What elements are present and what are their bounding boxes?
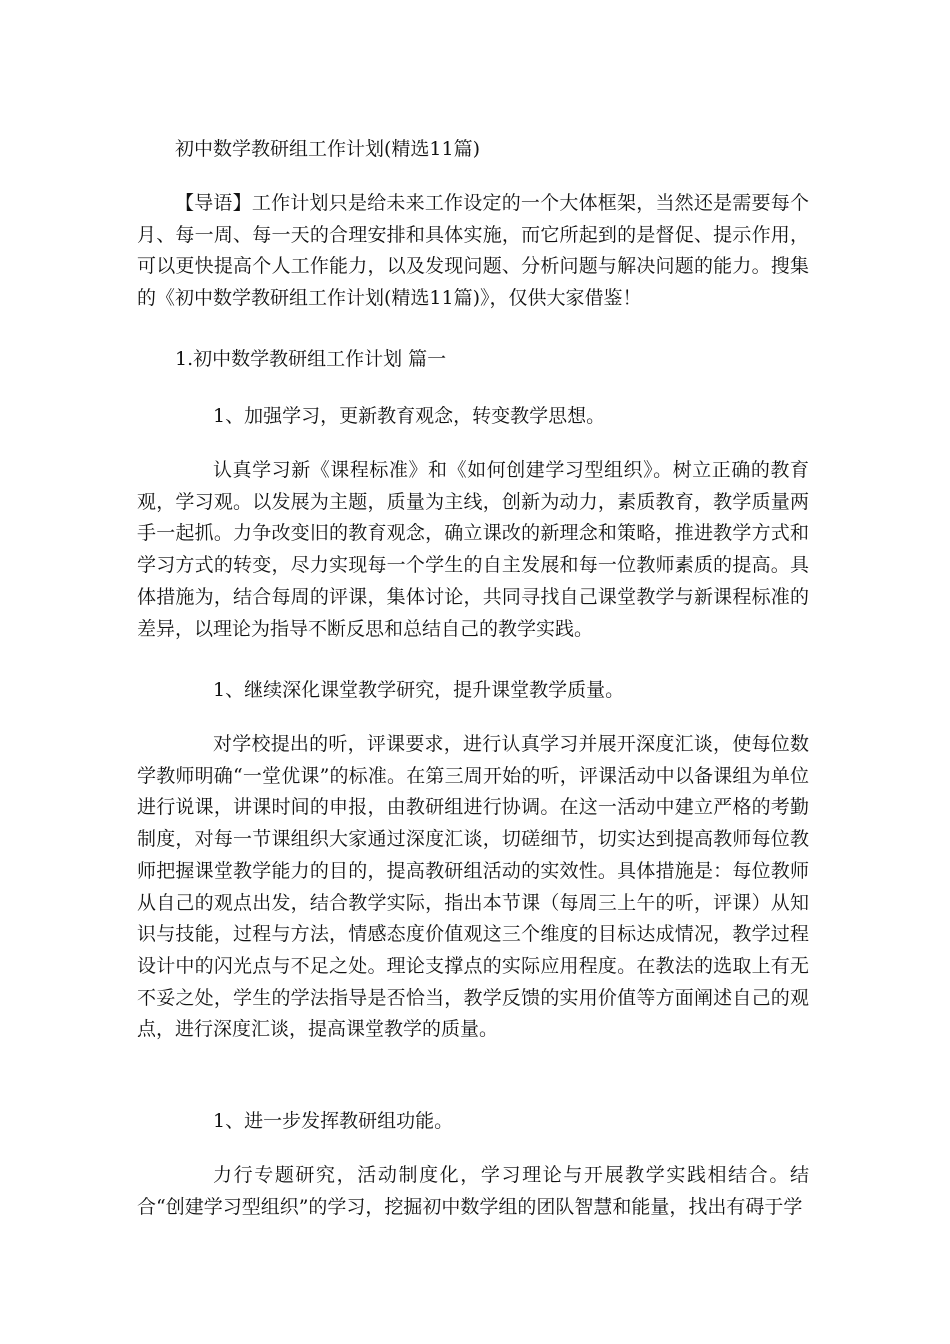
document-title: 初中数学教研组工作计划(精选11篇) — [175, 138, 481, 160]
item3-heading: 1、进一步发挥教研组功能。 — [213, 1110, 454, 1132]
item3-body: 力行专题研究，活动制度化，学习理论与开展教学实践相结合。结合“创建学习型组织”的学习，挖掘初中数学组的团队智慧和能量，找出有碍于学 — [137, 1164, 809, 1218]
item1-heading: 1、加强学习，更新教育观念，转变教学思想。 — [213, 405, 606, 427]
item1-body: 认真学习新《课程标准》和《如何创建学习型组织》。树立正确的教育观，学习观。以发展为主题，质量为主线，创新为动力，素质教育，教学质量两手一起抓。力争改变旧的教育观念，确立课改的新理念和策略，推进教学方式和学习方式的转变，尽力实现每一个学生的自主发展和每一位教师素质的提高。具体措施为，结合每周的评课，集体讨论，共同寻找自己课堂教学与新课程标准的差异，以理论为指导不断反思和总结自己的教学实践。 — [137, 459, 809, 640]
item2-body: 对学校提出的听，评课要求，进行认真学习并展开深度汇谈，使每位数学教师明确“一堂优课”的标准。在第三周开始的听，评课活动中以备课组为单位进行说课，讲课时间的申报，由教研组进行协调。在这一活动中建立严格的考勤制度，对每一节课组织大家通过深度汇谈，切磋细节，切实达到提高教师每位教师把握课堂教学能力的目的，提高教研组活动的实效性。具体措施是：每位教师从自己的观点出发，结合教学实际，指出本节课（每周三上午的听，评课）从知识与技能，过程与方法，情感态度价值观这三个维度的目标达成情况，教学过程设计中的闪光点与不足之处。理论支撑点的实际应用程度。在教法的选取上有无不妥之处，学生的学法指导是否恰当，教学反馈的实用价值等方面阐述自己的观点，进行深度汇谈，提高课堂教学的质量。 — [137, 733, 809, 1041]
intro-paragraph: 【导语】工作计划只是给未来工作设定的一个大体框架，当然还是需要每个月、每一周、每一天的合理安排和具体实施，而它所起到的是督促、提示作用，可以更快提高个人工作能力，以及发现问题、分析问题与解决问题的能力。搜集的《初中数学教研组工作计划(精选11篇)》，仅供大家借鉴！ — [137, 192, 809, 310]
section-title: 1.初中数学教研组工作计划 篇一 — [175, 348, 447, 370]
item2-heading: 1、继续深化课堂教学研究，提升课堂教学质量。 — [213, 679, 625, 701]
